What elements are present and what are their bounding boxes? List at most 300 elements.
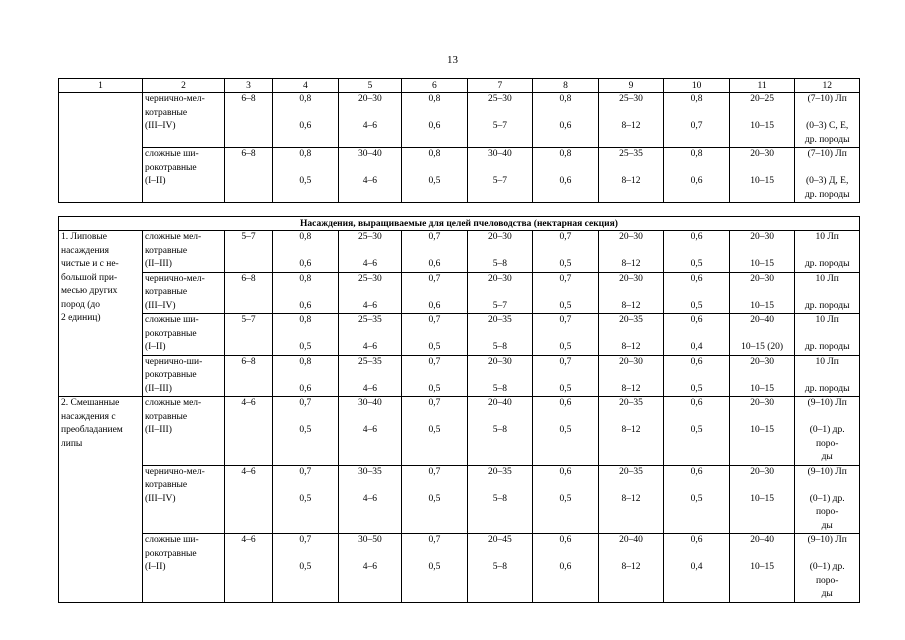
spacer xyxy=(341,107,400,121)
lower-value: 0,5 xyxy=(559,425,572,435)
value-cell xyxy=(795,397,860,466)
lower-value: 0,5 xyxy=(299,176,312,186)
lower-value: 5–8 xyxy=(492,259,508,269)
upper-value: 30–50 xyxy=(357,535,382,545)
lower-value: 0,4 xyxy=(690,562,703,572)
upper-value: 0,6 xyxy=(690,356,703,367)
spacer xyxy=(470,245,531,259)
spacer xyxy=(535,479,596,493)
spacer xyxy=(470,328,531,342)
value-cell xyxy=(664,397,730,466)
spacer xyxy=(404,286,465,300)
group-label-line: большой при- xyxy=(61,272,118,283)
end-row xyxy=(59,602,860,603)
value-cell xyxy=(664,355,730,397)
spacer xyxy=(341,328,400,342)
lower-value: др. породы xyxy=(804,342,850,352)
lower-value: 10–15 xyxy=(750,300,774,311)
vegetation-type-cell xyxy=(142,534,224,603)
lower-value: 5–7 xyxy=(492,121,508,131)
spacer xyxy=(470,548,531,562)
upper-value: 0,6 xyxy=(559,466,572,477)
lower-value: 0,7 xyxy=(690,121,703,131)
upper-value: 20–30 xyxy=(619,356,643,367)
upper-value: 0,8 xyxy=(299,232,312,242)
vegetation-type-line: рокотравные xyxy=(144,328,197,339)
upper-value: (7–10) Лп xyxy=(807,149,847,159)
vegetation-type-line: рокотравные xyxy=(144,548,197,559)
lower-value: 0,5 xyxy=(690,300,703,311)
spacer xyxy=(666,328,727,342)
lower-value: 0,6 xyxy=(299,300,312,311)
vegetation-type-line: котравные xyxy=(144,411,188,422)
lower-value: др. породы xyxy=(804,300,850,311)
value-cell xyxy=(598,272,664,314)
age-class-cell: 6–8 xyxy=(224,93,272,148)
lower-value: др. породы xyxy=(804,383,850,394)
upper-value: 0,6 xyxy=(690,273,703,284)
upper-value: 20–40 xyxy=(488,398,512,408)
value-cell xyxy=(729,148,795,203)
group-label-line: 1. Липовые xyxy=(61,232,107,242)
spacer xyxy=(666,107,727,121)
spacer xyxy=(470,107,531,121)
value-cell xyxy=(338,148,402,203)
lower-value: 4–6 xyxy=(362,176,377,186)
value-cell xyxy=(273,272,339,314)
vegetation-type-line: (III–IV) xyxy=(144,121,176,131)
value-cell xyxy=(664,148,730,203)
lower-value: 0,5 xyxy=(299,562,312,572)
value-cell xyxy=(338,272,402,314)
value-cell xyxy=(533,534,599,603)
age-class-cell: 5–7 xyxy=(224,314,272,356)
spacer xyxy=(797,328,857,342)
header-cell: 12 xyxy=(795,79,860,93)
upper-value: (9–10) Лп xyxy=(807,535,847,545)
value-cell xyxy=(467,231,533,273)
spacer xyxy=(341,245,400,259)
spacer xyxy=(601,411,662,425)
value-cell xyxy=(795,93,860,148)
section-title: Насаждения, выращиваемые для целей пчеловодства (нектарная секция) xyxy=(59,217,860,231)
upper-value: 20–30 xyxy=(488,356,512,367)
upper-value: (9–10) Лп xyxy=(807,398,847,408)
vegetation-type-line: котравные xyxy=(144,107,188,118)
upper-value: 0,8 xyxy=(559,94,572,104)
spacer xyxy=(275,369,336,383)
lower-value: 0,5 xyxy=(428,562,441,572)
vegetation-type-cell xyxy=(142,465,224,534)
vegetation-type-line: сложные ши- xyxy=(144,149,199,159)
upper-value: 20–30 xyxy=(750,149,774,159)
upper-value: 0,8 xyxy=(299,273,312,284)
lower-value: 0,5 xyxy=(428,493,441,504)
spacer xyxy=(404,107,465,121)
spacer xyxy=(275,107,336,121)
lower-value: 10–15 (20) xyxy=(741,342,784,352)
spacer xyxy=(797,411,857,425)
value-cell xyxy=(467,355,533,397)
spacer xyxy=(341,548,400,562)
lower-value: (0–3) С, Е, xyxy=(806,121,849,131)
spacer xyxy=(275,245,336,259)
upper-value: 0,7 xyxy=(428,273,441,284)
spacer xyxy=(341,479,400,493)
value-cell xyxy=(729,465,795,534)
lower-value: 5–8 xyxy=(492,425,508,435)
vegetation-type-cell xyxy=(142,272,224,314)
lower-value: 8–12 xyxy=(621,493,641,504)
spacer xyxy=(666,369,727,383)
vegetation-type-line: (II–III) xyxy=(144,259,172,269)
lower-value: 0,5 xyxy=(690,259,703,269)
value-cell xyxy=(467,397,533,466)
lower-value: 0,6 xyxy=(299,383,312,394)
value-cell xyxy=(402,231,468,273)
vegetation-type-line: сложные ши- xyxy=(144,535,199,545)
value-cell xyxy=(729,231,795,273)
upper-value: 30–35 xyxy=(357,466,382,477)
upper-value: 25–35 xyxy=(619,149,643,159)
value-cell xyxy=(338,355,402,397)
lower-value: 0,5 xyxy=(690,493,703,504)
upper-value: 0,7 xyxy=(428,466,441,477)
upper-value: 20–35 xyxy=(488,466,512,477)
lower-value: 4–6 xyxy=(362,425,377,435)
value-cell xyxy=(338,534,402,603)
lower-value: 0,6 xyxy=(428,259,441,269)
group-label-cell xyxy=(59,231,143,397)
spacer xyxy=(404,328,465,342)
spacer xyxy=(601,286,662,300)
spacer xyxy=(535,328,596,342)
lower-value: 10–15 xyxy=(750,562,774,572)
upper-value: 20–35 xyxy=(619,315,643,325)
spacer xyxy=(797,162,857,176)
lower-value: 5–8 xyxy=(492,493,508,504)
age-class-cell: 4–6 xyxy=(224,465,272,534)
header-cell: 8 xyxy=(533,79,599,93)
spacer xyxy=(275,548,336,562)
value-cell xyxy=(467,314,533,356)
vegetation-type-line: (II–III) xyxy=(144,383,172,394)
upper-value: 0,7 xyxy=(559,273,572,284)
spacer xyxy=(275,411,336,425)
lower-value: 8–12 xyxy=(621,425,641,435)
value-cell xyxy=(533,314,599,356)
lower-value: 0,5 xyxy=(559,300,572,311)
lower-value: 0,5 xyxy=(559,259,572,269)
upper-value: 20–45 xyxy=(488,535,512,545)
lower-value: 0,5 xyxy=(559,383,572,394)
age-class-cell: 6–8 xyxy=(224,355,272,397)
value-cell xyxy=(273,231,339,273)
lower-value: (0–1) др. поро- xyxy=(809,493,845,517)
upper-value: 20–40 xyxy=(619,535,643,545)
group-label-line: 2. Смешанные xyxy=(61,398,120,408)
lower-value: 4–6 xyxy=(362,300,377,311)
empty-cell xyxy=(59,93,143,148)
upper-value: 20–40 xyxy=(750,315,774,325)
spacer xyxy=(275,286,336,300)
vegetation-type-line: (II–III) xyxy=(144,425,172,435)
upper-value: 20–30 xyxy=(488,232,512,242)
vegetation-type-line: (I–II) xyxy=(144,342,166,352)
vegetation-type-line: котравные xyxy=(144,245,188,256)
vegetation-type-line: чернично-ши- xyxy=(144,356,203,367)
lower-value: 0,6 xyxy=(428,121,441,131)
value-cell xyxy=(467,465,533,534)
lower-value: 0,5 xyxy=(559,493,572,504)
vegetation-type-line: (I–II) xyxy=(144,562,166,572)
spacer xyxy=(404,479,465,493)
spacer xyxy=(470,369,531,383)
group-label-line: 2 единиц) xyxy=(61,313,101,323)
age-class-cell: 4–6 xyxy=(224,397,272,466)
value-cell xyxy=(402,93,468,148)
upper-value: 0,8 xyxy=(428,149,441,159)
lower-value: 4–6 xyxy=(362,493,377,504)
composition-extra: др. породы xyxy=(804,189,850,200)
value-cell xyxy=(533,397,599,466)
spacer xyxy=(535,411,596,425)
vegetation-type-line: котравные xyxy=(144,480,188,490)
spacer xyxy=(275,162,336,176)
spacer xyxy=(341,411,400,425)
header-cell: 2 xyxy=(142,79,224,93)
value-cell xyxy=(729,314,795,356)
value-cell xyxy=(598,534,664,603)
vegetation-type-line: рокотравные xyxy=(144,370,197,380)
age-class-cell: 6–8 xyxy=(224,148,272,203)
upper-value: 0,8 xyxy=(690,149,703,159)
header-cell: 3 xyxy=(224,79,272,93)
upper-value: 20–35 xyxy=(619,466,643,477)
spacer xyxy=(732,162,793,176)
vegetation-type-cell xyxy=(142,314,224,356)
spacer xyxy=(470,479,531,493)
vegetation-type-cell xyxy=(142,148,224,203)
value-cell xyxy=(729,93,795,148)
upper-value: 20–30 xyxy=(750,398,774,408)
spacer xyxy=(404,548,465,562)
value-cell xyxy=(273,148,339,203)
upper-value: 0,6 xyxy=(690,232,703,242)
lower-value: 10–15 xyxy=(750,425,774,435)
group-label-line: насаждения xyxy=(61,245,110,256)
upper-value: 10 Лп xyxy=(815,315,839,325)
header-cell: 9 xyxy=(598,79,664,93)
upper-value: 20–30 xyxy=(619,232,643,242)
upper-value: 0,7 xyxy=(559,232,572,242)
spacer xyxy=(732,369,793,383)
spacer xyxy=(601,369,662,383)
spacer xyxy=(341,162,400,176)
group-label-line: насаждения с xyxy=(61,411,116,422)
upper-value: 20–30 xyxy=(357,94,382,104)
group-label-line: пород (до xyxy=(61,299,101,310)
value-cell xyxy=(273,314,339,356)
spacer xyxy=(797,479,857,493)
value-cell xyxy=(533,272,599,314)
lower-value: 0,6 xyxy=(559,562,572,572)
spacer xyxy=(601,548,662,562)
spacer xyxy=(275,328,336,342)
vegetation-type-line: чернично-мел- xyxy=(144,94,205,104)
spacer xyxy=(797,107,857,121)
lower-value: 5–8 xyxy=(492,342,508,352)
composition-extra: др. породы xyxy=(804,134,850,145)
lower-value: 0,5 xyxy=(428,425,441,435)
upper-value: 20–35 xyxy=(488,315,512,325)
upper-value: 0,7 xyxy=(428,315,441,325)
value-cell xyxy=(467,534,533,603)
lower-value: (0–1) др. поро- xyxy=(809,425,845,449)
lower-value: 0,5 xyxy=(559,342,572,352)
upper-value: 30–40 xyxy=(357,149,382,159)
upper-value: 20–30 xyxy=(488,273,512,284)
value-cell xyxy=(402,314,468,356)
upper-value: (7–10) Лп xyxy=(807,94,847,104)
value-cell xyxy=(402,272,468,314)
header-cell: 1 xyxy=(59,79,143,93)
upper-value: 0,7 xyxy=(299,535,312,545)
lower-value: 8–12 xyxy=(621,562,641,572)
spacer xyxy=(601,245,662,259)
value-cell xyxy=(467,272,533,314)
upper-value: 0,7 xyxy=(428,356,441,367)
value-cell xyxy=(402,397,468,466)
spacer xyxy=(666,411,727,425)
upper-value: 25–35 xyxy=(357,356,382,367)
lower-value: 4–6 xyxy=(362,562,377,572)
upper-value: 0,7 xyxy=(428,232,441,242)
value-cell xyxy=(273,534,339,603)
upper-value: 0,6 xyxy=(690,398,703,408)
value-cell xyxy=(338,231,402,273)
spacer xyxy=(666,548,727,562)
value-cell xyxy=(533,148,599,203)
value-cell xyxy=(664,534,730,603)
value-cell xyxy=(729,397,795,466)
value-cell xyxy=(273,93,339,148)
value-cell xyxy=(598,93,664,148)
lower-value: 10–15 xyxy=(750,121,774,131)
spacer xyxy=(535,107,596,121)
spacer xyxy=(732,479,793,493)
value-cell xyxy=(402,534,468,603)
upper-value: 10 Лп xyxy=(815,273,839,284)
spacer xyxy=(732,286,793,300)
spacer xyxy=(732,328,793,342)
value-cell xyxy=(729,534,795,603)
spacer xyxy=(535,245,596,259)
spacer xyxy=(470,286,531,300)
lower-value: 10–15 xyxy=(750,259,774,269)
lower-value: др. породы xyxy=(804,259,850,269)
lower-value: 0,5 xyxy=(299,425,312,435)
value-cell xyxy=(664,314,730,356)
value-cell xyxy=(664,93,730,148)
value-cell xyxy=(402,148,468,203)
header-cell: 6 xyxy=(402,79,468,93)
header-cell: 5 xyxy=(338,79,402,93)
lower-value: 10–15 xyxy=(750,493,774,504)
upper-value: 20–30 xyxy=(750,356,774,367)
spacer xyxy=(732,107,793,121)
lower-value: 8–12 xyxy=(621,176,641,186)
upper-value: 0,6 xyxy=(690,466,703,477)
spacer xyxy=(601,328,662,342)
lower-value: 0,5 xyxy=(690,383,703,394)
spacer xyxy=(404,162,465,176)
spacer xyxy=(601,479,662,493)
upper-value: 0,6 xyxy=(690,535,703,545)
value-cell xyxy=(795,355,860,397)
value-cell xyxy=(402,355,468,397)
value-cell xyxy=(467,93,533,148)
lower-value: 5–7 xyxy=(492,300,508,311)
header-cell: 10 xyxy=(664,79,730,93)
spacer xyxy=(666,479,727,493)
value-cell xyxy=(795,314,860,356)
upper-value: 25–30 xyxy=(357,273,382,284)
upper-value: (9–10) Лп xyxy=(807,466,847,477)
spacer xyxy=(404,369,465,383)
upper-value: 0,7 xyxy=(559,356,572,367)
value-cell xyxy=(598,465,664,534)
spacer xyxy=(59,203,860,217)
upper-value: 0,6 xyxy=(559,398,572,408)
empty-cell xyxy=(59,148,143,203)
composition-extra: ды xyxy=(821,589,833,599)
upper-value: 0,8 xyxy=(299,315,312,325)
upper-value: 0,8 xyxy=(299,356,312,367)
header-cell: 7 xyxy=(467,79,533,93)
vegetation-type-line: чернично-мел- xyxy=(144,466,205,477)
upper-value: 0,8 xyxy=(428,94,441,104)
group-label-line: чистые и с не- xyxy=(61,259,119,269)
value-cell xyxy=(338,314,402,356)
header-row xyxy=(59,79,860,93)
value-cell xyxy=(598,231,664,273)
lower-value: 8–12 xyxy=(621,259,641,269)
value-cell xyxy=(598,355,664,397)
composition-extra: ды xyxy=(821,520,833,531)
spacer xyxy=(732,411,793,425)
group-label-line: месью других xyxy=(61,286,118,296)
upper-value: 30–40 xyxy=(488,149,512,159)
lower-value: 0,6 xyxy=(559,121,572,131)
lower-value: 0,6 xyxy=(299,121,312,131)
upper-value: 0,7 xyxy=(559,315,572,325)
lower-value: 0,4 xyxy=(690,342,703,352)
upper-value: 0,7 xyxy=(428,398,441,408)
spacer xyxy=(275,479,336,493)
spacer xyxy=(470,162,531,176)
group-label-line: преобладанием xyxy=(61,425,123,435)
group-label-cell xyxy=(59,397,143,603)
upper-value: 0,8 xyxy=(299,94,312,104)
value-cell xyxy=(795,148,860,203)
upper-value: 0,7 xyxy=(428,535,441,545)
spacer xyxy=(732,548,793,562)
composition-extra: ды xyxy=(821,452,833,462)
spacer xyxy=(732,245,793,259)
lower-value: 0,5 xyxy=(299,493,312,504)
lower-value: 0,5 xyxy=(428,176,441,186)
